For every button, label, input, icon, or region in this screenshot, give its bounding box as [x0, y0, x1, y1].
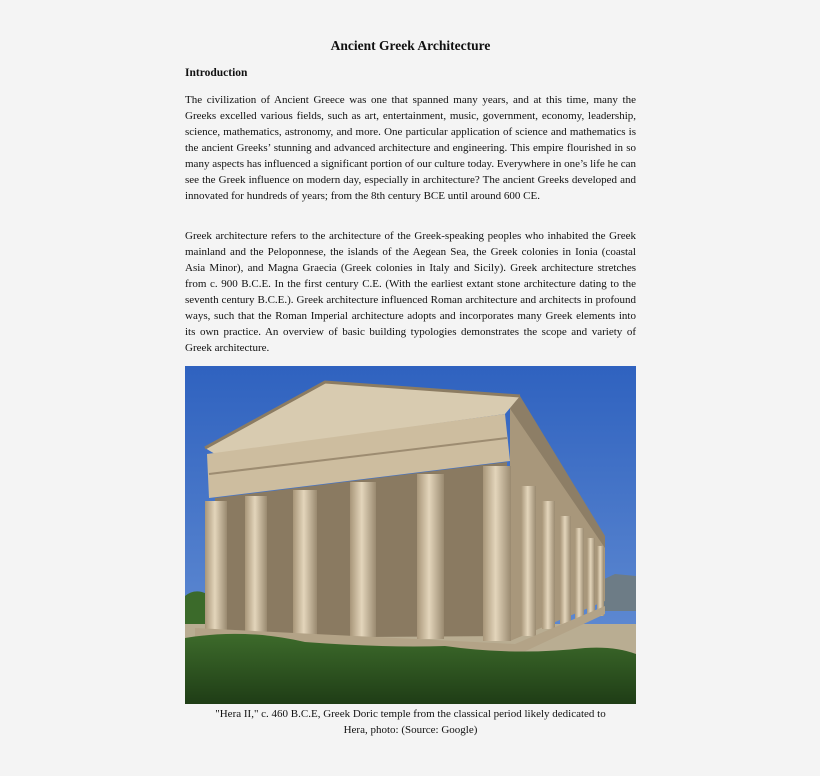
temple-photo — [185, 366, 636, 704]
distant-hills — [600, 574, 636, 611]
caption-line-2: Hera, photo: (Source: Google) — [343, 724, 478, 736]
caption-line-1: "Hera II," c. 460 B.C.E, Greek Doric temple from the classical period likely dedicated to — [215, 708, 606, 720]
figure-caption — [185, 706, 636, 738]
section-heading: Introduction — [185, 67, 248, 79]
temple-illustration — [185, 366, 636, 704]
paragraph-1: The civilization of Ancient Greece was one that spanned many years, and at this time, many the Greeks excelled various fields, such as art, entertainment, music, government, economy, leadership, science, mathematics, astronomy, and more. One particular application of science and mathematics is the ancient Greeks’ stunning and advanced architecture and engineering. This empire flourished in so many aspects has influenced a significant portion of our culture today. Everywhere in one’s life he can see the Greek influence on modern day, especially in architecture? The ancient Greeks developed and innovated for hundreds of years; from the 8th century BCE until around 600 CE. — [185, 94, 636, 202]
paragraph-2: Greek architecture refers to the architecture of the Greek-speaking peoples who inhabited the Greek mainland and the Peloponnese, the islands of the Aegean Sea, the Greek colonies in Ionia (coastal Asia Minor), and Magna Graecia (Greek colonies in Italy and Sicily). Greek architecture stretches from c. 900 B.C.E. In the first century C.E. (With the earliest extant stone architecture dating to the seventh century B.C.E.). Greek architecture influenced Roman architecture and architects in profound ways, such that the Roman Imperial architecture adopts and incorporates many Greek elements into its own practice. An overview of basic building typologies demonstrates the scope and variety of Greek architecture. — [185, 230, 636, 354]
document-title: Ancient Greek Architecture — [330, 38, 491, 53]
